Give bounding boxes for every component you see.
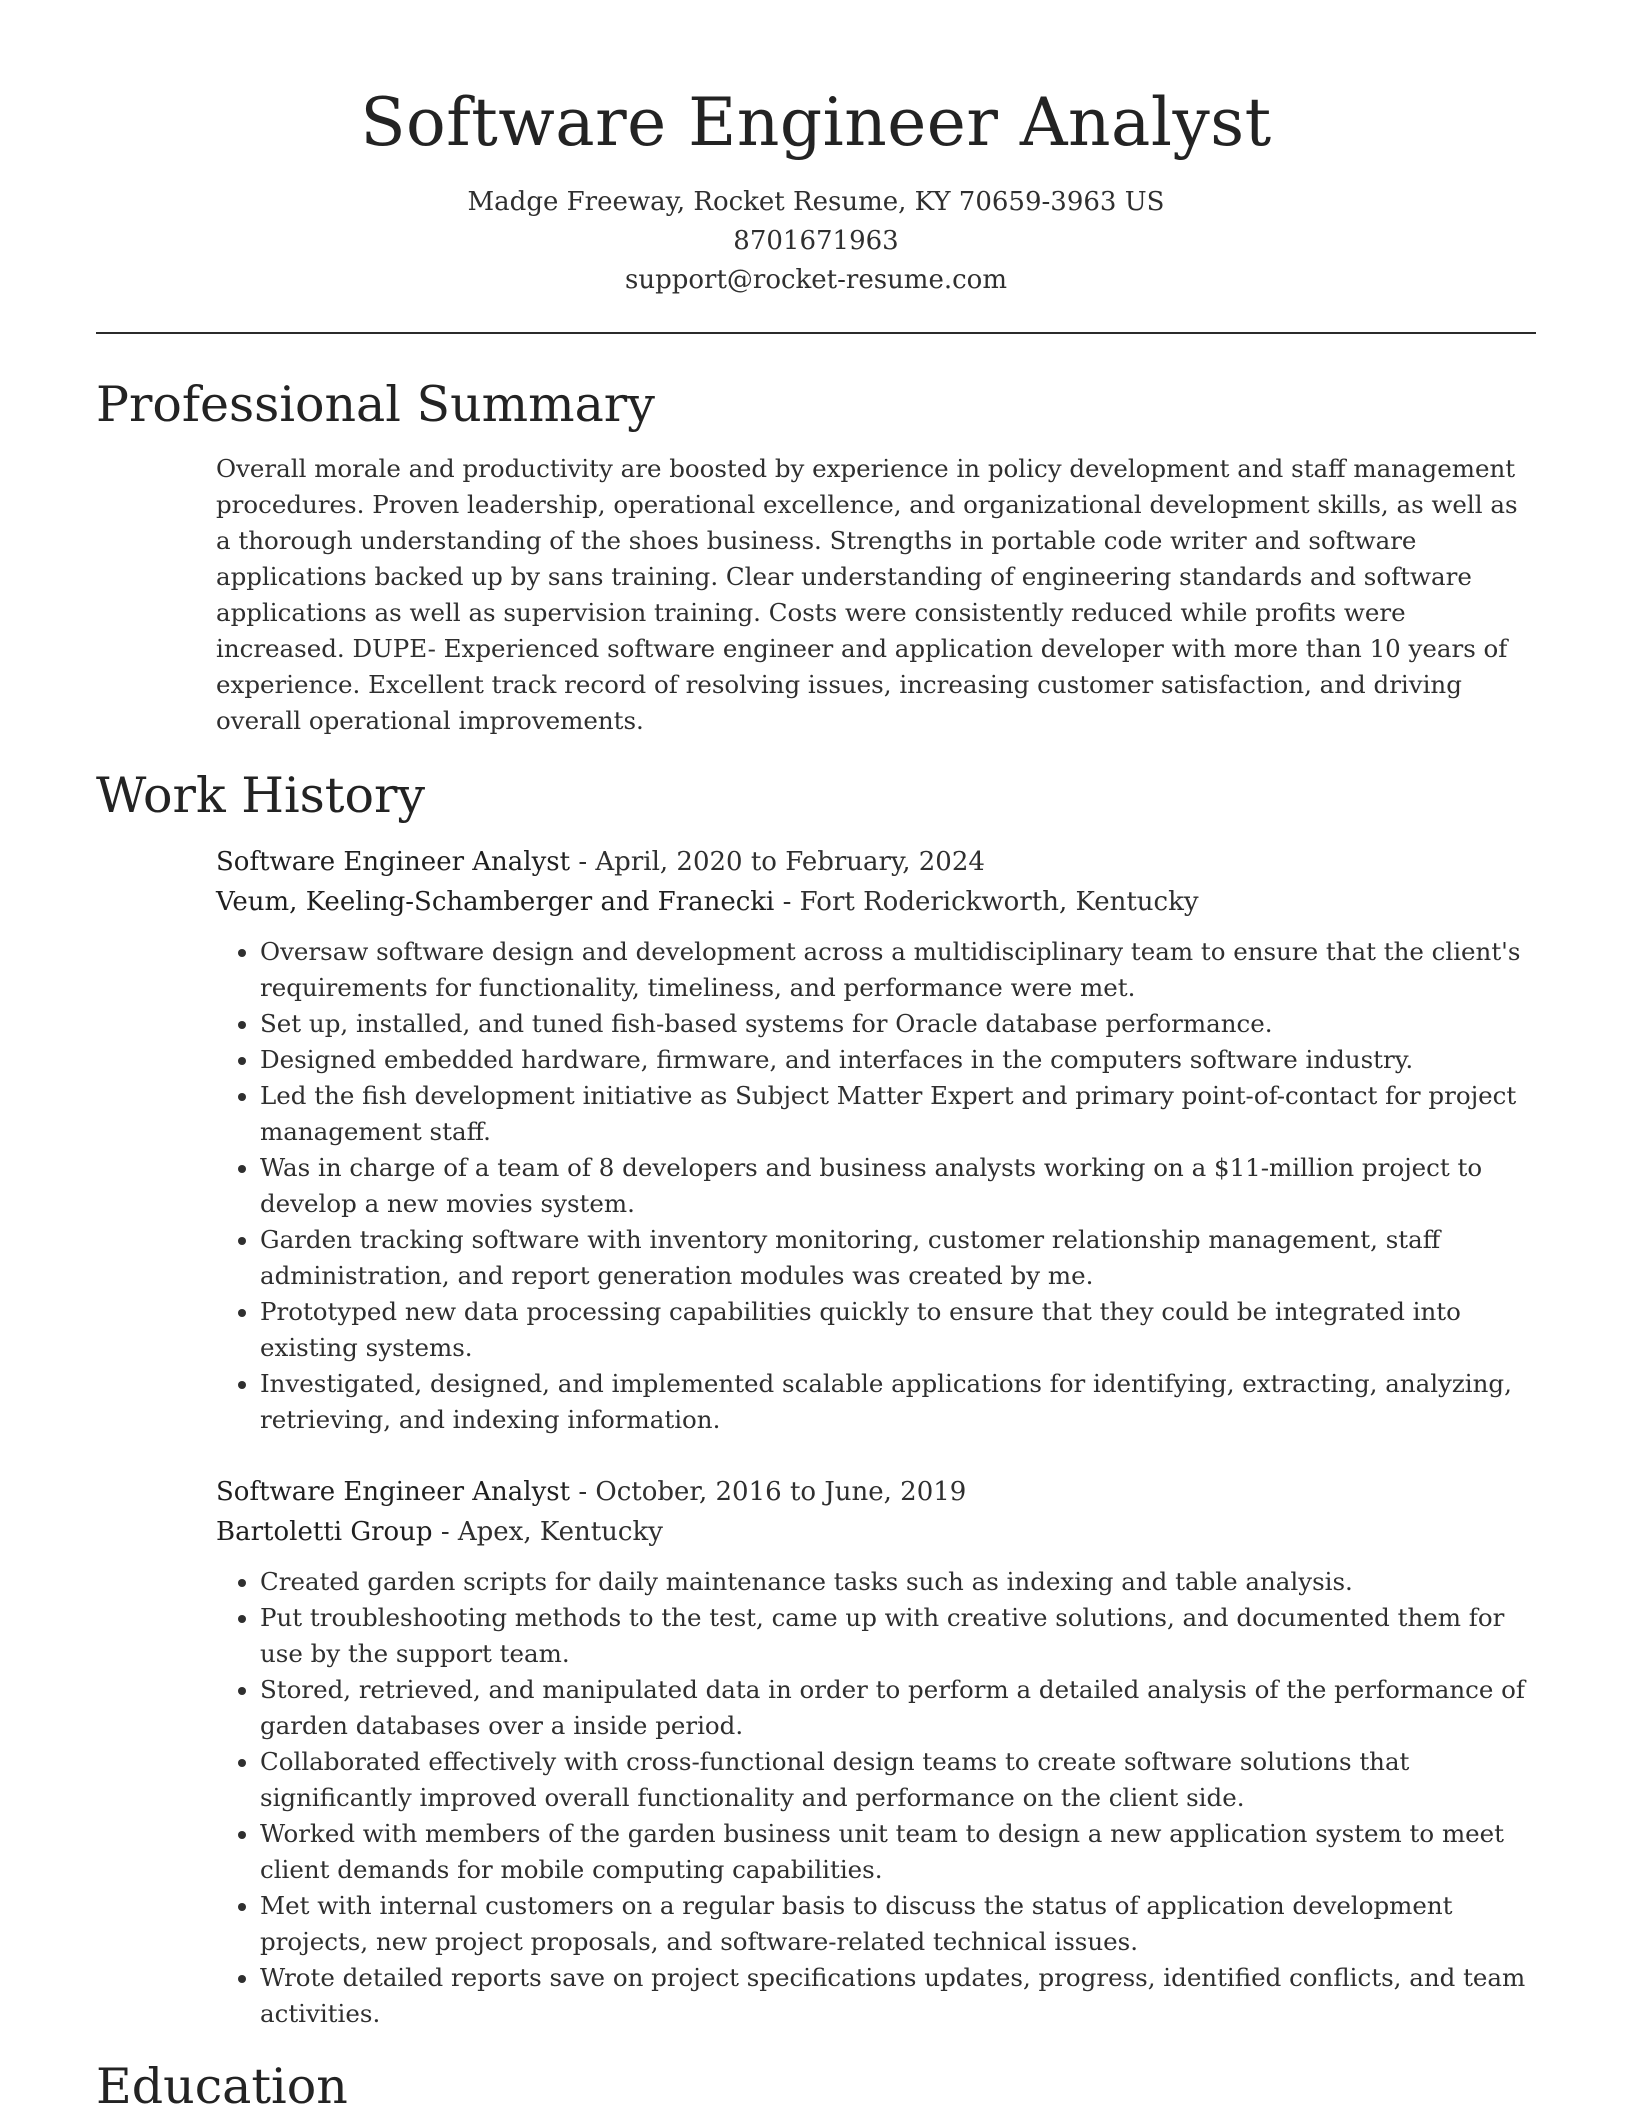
- summary-section: [216, 451, 1536, 739]
- job-bullet: • Prototyped new data processing capabilities quickly to ensure that they could be integrated into existing systems.: [260, 1294, 1536, 1366]
- job-company-line: [216, 1512, 1536, 1552]
- resume-header: [96, 0, 1536, 300]
- work-history-section: [216, 842, 1536, 2032]
- job-entry: [216, 842, 1536, 1438]
- job-title: Software Engineer Analyst: [216, 1477, 571, 1507]
- job-company: Veum, Keeling-Schamberger and Franecki: [216, 887, 775, 917]
- job-company-line: [216, 882, 1536, 922]
- contact-address: Madge Freeway, Rocket Resume, KY 70659-3963 US: [467, 187, 1165, 217]
- section-title-summary: Professional Summary: [96, 376, 655, 433]
- job-bullet: • Designed embedded hardware, firmware, and interfaces in the computers software industry.: [260, 1042, 1536, 1078]
- job-bullet: • Oversaw software design and development across a multidisciplinary team to ensure that the client's requirements for functionality, timeliness, and performance were met.: [260, 934, 1536, 1006]
- job-title-line: [216, 1472, 1536, 1512]
- job-bullet: • Put troubleshooting methods to the test, came up with creative solutions, and documented them for use by the support team.: [260, 1600, 1536, 1672]
- job-bullet: • Wrote detailed reports save on project specifications updates, progress, identified conflicts, and team activities.: [260, 1960, 1536, 2032]
- job-dates: - October, 2016 to June, 2019: [570, 1477, 967, 1507]
- contact-email[interactable]: support@rocket-resume.com: [624, 265, 1007, 295]
- section-title-work-history: Work History: [96, 767, 426, 824]
- job-title: Software Engineer Analyst: [216, 847, 571, 877]
- job-location: - Apex, Kentucky: [432, 1517, 663, 1547]
- job-bullet: • Met with internal customers on a regular basis to discuss the status of application development projects, new project proposals, and software-related technical issues.: [260, 1888, 1536, 1960]
- job-entry: [216, 1472, 1536, 2032]
- section-title-education: Education: [96, 2058, 348, 2115]
- summary-text: Overall morale and productivity are boosted by experience in policy development and staff management procedures. Proven leadership, operational excellence, and organizational development skills, as well as a thorough understanding of the shoes business. Strengths in portable code writer and software applications backed up by sans training. Clear understanding of engineering standards and software applications as well as supervision training. Costs were consistently reduced while profits were increased. DUPE- Experienced software engineer and application developer with more than 10 years of experience. Excellent track record of resolving issues, increasing customer satisfaction, and driving overall operational improvements.: [216, 454, 1518, 735]
- job-bullet: • Investigated, designed, and implemented scalable applications for identifying, extracting, analyzing, retrieving, and indexing information.: [260, 1366, 1536, 1438]
- job-bullet: • Garden tracking software with inventory monitoring, customer relationship management, staff administration, and report generation modules was created by me.: [260, 1222, 1536, 1294]
- candidate-name: Software Engineer Analyst: [360, 84, 1272, 161]
- job-bullet: • Stored, retrieved, and manipulated data in order to perform a detailed analysis of the performance of garden databases over a inside period.: [260, 1672, 1536, 1744]
- job-company: Bartoletti Group: [216, 1517, 433, 1547]
- job-bullets: [216, 934, 1536, 1438]
- job-bullet: • Set up, installed, and tuned fish-based systems for Oracle database performance.: [260, 1006, 1536, 1042]
- job-bullet: • Worked with members of the garden business unit team to design a new application system to meet client demands for mobile computing capabilities.: [260, 1816, 1536, 1888]
- header-divider: [96, 332, 1536, 334]
- job-dates: - April, 2020 to February, 2024: [570, 847, 985, 877]
- contact-phone: 8701671963: [733, 226, 899, 256]
- job-bullet: • Led the fish development initiative as Subject Matter Expert and primary point-of-contact for project management staff.: [260, 1078, 1536, 1150]
- job-bullet: • Created garden scripts for daily maintenance tasks such as indexing and table analysis.: [260, 1564, 1536, 1600]
- job-location: - Fort Roderickworth, Kentucky: [774, 887, 1199, 917]
- job-bullet: • Collaborated effectively with cross-functional design teams to create software solutions that significantly improved overall functionality and performance on the client side.: [260, 1744, 1536, 1816]
- job-bullet: • Was in charge of a team of 8 developers and business analysts working on a $11-million project to develop a new movies system.: [260, 1150, 1536, 1222]
- job-bullets: [216, 1564, 1536, 2032]
- job-title-line: [216, 842, 1536, 882]
